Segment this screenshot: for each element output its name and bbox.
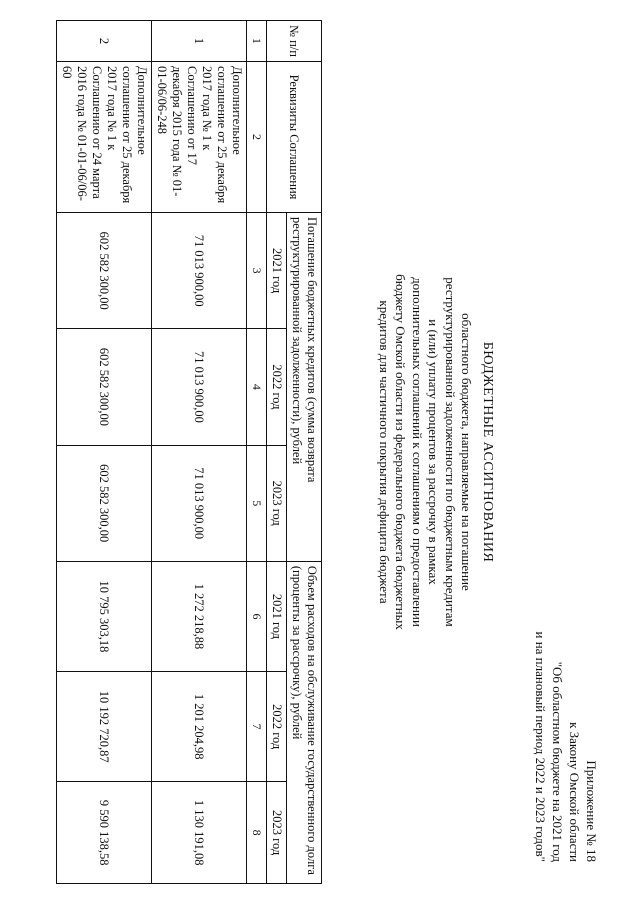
allocations-table bbox=[56, 20, 322, 884]
row-number: 2 bbox=[57, 21, 152, 62]
column-header-requisites: Реквизиты Соглашения bbox=[267, 62, 322, 213]
appendix-line: и на плановый период 2022 и 2023 годов" bbox=[533, 631, 548, 862]
amount-cell: 71 013 900,00 bbox=[152, 213, 247, 329]
title-subline: дополнительных соглашений к соглашениям о предоставлении bbox=[410, 277, 425, 627]
appendix-reference bbox=[532, 631, 600, 862]
document-page bbox=[20, 12, 620, 892]
amount-cell: 10 192 720,87 bbox=[57, 672, 152, 782]
amount-cell: 1 272 218,88 bbox=[152, 561, 247, 671]
agreement-requisites: Дополнительное соглашение от 25 декабря 2017 года № 1 к Соглашению от 17 декабря 2015 года № 01-01-06/06-248 bbox=[152, 62, 247, 213]
column-group-repayment: Погашение бюджетных кредитов (сумма возврата реструктурированной задолженности), рублей bbox=[287, 213, 322, 562]
column-header-year: 2021 год bbox=[267, 561, 287, 671]
column-header-year: 2023 год bbox=[267, 782, 287, 884]
appendix-line: к Закону Омской области bbox=[567, 722, 582, 862]
column-header-year: 2022 год bbox=[267, 672, 287, 782]
column-index: 5 bbox=[247, 445, 267, 561]
column-header-year: 2023 год bbox=[267, 445, 287, 561]
amount-cell: 71 013 900,00 bbox=[152, 445, 247, 561]
column-index: 6 bbox=[247, 561, 267, 671]
amount-cell: 71 013 900,00 bbox=[152, 329, 247, 445]
column-index: 2 bbox=[247, 62, 267, 213]
column-group-interest: Объем расходов на обслуживание государственного долга (проценты за рассрочку), рублей bbox=[287, 561, 322, 883]
amount-cell: 602 582 300,00 bbox=[57, 329, 152, 445]
amount-cell: 9 590 138,58 bbox=[57, 782, 152, 884]
column-index: 4 bbox=[247, 329, 267, 445]
column-index: 3 bbox=[247, 213, 267, 329]
table-row bbox=[57, 21, 152, 884]
agreement-requisites: Дополнительное соглашение от 25 декабря 2017 года № 1 к Соглашению от 24 марта 2016 года № 01-01-06/06-60 bbox=[57, 62, 152, 213]
title-subline: областного бюджета, направляемые на погашение bbox=[459, 313, 475, 591]
document-title-block bbox=[376, 102, 496, 802]
column-header-year: 2021 год bbox=[267, 213, 287, 329]
title-subline: и (или) уплату процентов за рассрочку в рамках bbox=[426, 319, 442, 585]
column-index: 8 bbox=[247, 782, 267, 884]
amount-cell: 1 201 204,98 bbox=[152, 672, 247, 782]
column-index: 7 bbox=[247, 672, 267, 782]
column-header-number: № п/п bbox=[267, 21, 322, 62]
amount-cell: 10 795 303,18 bbox=[57, 561, 152, 671]
appendix-line: "Об областном бюджете на 2021 год bbox=[550, 661, 565, 862]
title-subline: кредитов для частичного покрытия дефицита бюджета bbox=[377, 300, 392, 604]
column-header-year: 2022 год bbox=[267, 329, 287, 445]
table-header-row bbox=[287, 21, 322, 884]
column-index: 1 bbox=[247, 21, 267, 62]
column-index-row bbox=[247, 21, 267, 884]
amount-cell: 602 582 300,00 bbox=[57, 213, 152, 329]
appendix-line: Приложение № 18 bbox=[584, 760, 599, 862]
row-number: 1 bbox=[152, 21, 247, 62]
amount-cell: 1 130 191,08 bbox=[152, 782, 247, 884]
document-title: БЮДЖЕТНЫЕ АССИГНОВАНИЯ bbox=[480, 341, 495, 563]
table-row bbox=[152, 21, 247, 884]
amount-cell: 602 582 300,00 bbox=[57, 445, 152, 561]
title-subline: реструктурированной задолженности по бюджетным кредитам bbox=[443, 277, 458, 627]
title-subline: бюджету Омской области из федерального бюджета бюджетных bbox=[393, 274, 409, 630]
